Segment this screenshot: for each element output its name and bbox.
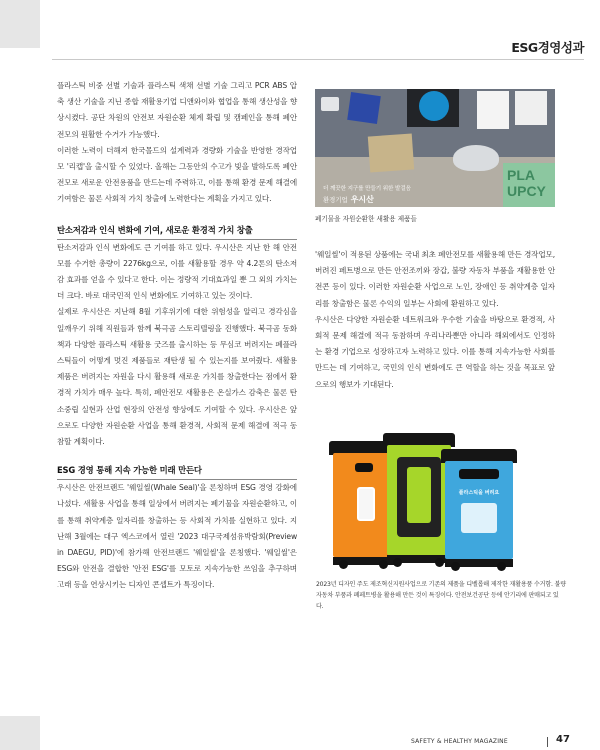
photo-caption-top: 폐기물을 자원순환한 새활용 제품들	[315, 215, 417, 223]
cup-product	[321, 97, 339, 111]
white-shirt-product	[477, 91, 509, 129]
upcycle-sign-text: PLA UPCY	[507, 167, 546, 199]
body-paragraph: 실제로 우시산은 지난해 8월 기후위기에 대한 위험성을 알리고 경각심을 일깨우기 위해 직원들과 함께 북극곰 스토리텔링을 진행했다. 북극곰 동화책과 다양한 플라스틱 새활용 굿즈를 출시하는 등 무심코 버려지는 폐플라스틱들이 어떻게 멋진 제품들로 재탄생 될 수 있는지를 보여줬다. 새활용 제품은 버려지는 자원을 다시 활용해 새로운 가치를 창출한다는 점에서 환경적 가치가 매우 높다. 특히, 폐안전모 새활용은 온실가스 감축은 물론 탄소중립 실현과 산업 현장의 안전성 향상에도 기여할 수 있다. 우시산은 앞으로도 다양한 자원순환 사업을 통해 환경적, 사회적 문제 해결에 적극 동참할 계획이다.	[57, 307, 297, 447]
photo-caption-bottom: 2023년 디자인 주도 제조혁신지원사업으로 기존의 제품을 디벨롭해 제작한 재활용품 수거함. 불량 자동차 부품과 폐페트병을 활용해 만든 것이 특징이다. 안전보건공단 등에 안기리에 판매되고 있다.	[316, 581, 566, 610]
body-paragraph: 탄소저감과 인식 변화에도 큰 기여를 하고 있다. 우시산은 지난 한 해 안전모를 수거한 총량이 2276kg으로, 이를 새활용할 경우 약 4.2톤의 탄소저감 효과를 얻을 수 있다고 한다. 이는 정량적 기대효과일 뿐 그 외의 가치는 더 크다. 바로 대국민적 인식 변화에도 기여하고 있는 것이다.	[57, 242, 297, 301]
footer-divider	[547, 737, 548, 747]
intro-paragraph: 플라스틱 비중 선별 기술과 플라스틱 색채 선별 기술 그리고 PCR ABS 압축 생산 기술을 지닌 종합 재활용기업 디앤와이와 협업을 통해 생산성을 향상시켰다. 공단 차원의 안전보 자원순환 체계 확립 및 캠페인을 통해 폐안전모의 원활한 수거가 가능했다.	[57, 81, 297, 139]
photo-overlay-slogan: 더 깨끗한 지구를 만들기 위한 발걸음	[323, 186, 411, 192]
corner-block-top	[0, 0, 40, 48]
intro-paragraph: 이러한 노력이 더해져 한국몰드의 설계력과 경량화 기술을 반영한 경작업모 '리캡'을 출시할 수 있었다. 올해는 그동안의 수고가 빛을 발하도록 폐안전모로 새로운 안전용품을 만드는데 주력하고, 이를 통해 환경 문제 해결에 기여함은 물론 사회적 가치 창출에 노력한다는 계획을 가지고 있다.	[57, 145, 297, 204]
section-heading-esg: ESG 경영 통해 지속 가능한 미래 만든다	[57, 462, 297, 480]
blue-ball-product	[419, 91, 449, 121]
blue-bin-label: 플라스틱을 버려요	[458, 490, 500, 496]
blue-bin	[445, 449, 513, 567]
body-paragraph: '웨일씰'이 적용된 상품에는 국내 최초 폐안전모를 새활용해 만든 경작업모, 버려진 페트병으로 만든 안전조끼와 장갑, 불량 자동차 부품을 재활용한 안전콘 등이 있다. 이러한 자원순환 사업으로 노인, 장애인 등 취약계층 일자리를 창출함은 물론 수익의 일부는 사회에 환원하고 있다.	[315, 250, 555, 308]
photo-overlay-brand	[323, 194, 374, 205]
box-product	[368, 134, 414, 173]
title-divider	[52, 59, 584, 60]
page-number: 47	[556, 734, 570, 745]
section-title: ESG경영성과	[511, 40, 584, 55]
left-column	[57, 78, 297, 594]
blue-product	[347, 92, 381, 124]
overlay-name: 우시산	[350, 195, 374, 204]
section-heading-carbon: 탄소저감과 인식 변화에 기여, 새로운 환경적 가치 창출	[57, 222, 297, 240]
right-column	[315, 247, 555, 393]
body-paragraph: 우시산은 다양한 자원순환 네트워크와 우수한 기술을 바탕으로 환경적, 사회적 문제 해결에 적극 동참하며 우리나라뿐만 아니라 해외에서도 인정하는 환경 기업으로 성장하고자 노력하고 있다. 이를 통해 지속가능한 사회를 만드는 데 기여하고, 국민의 인식 변화에도 큰 역할을 하는 것을 목표로 앞으로의 행보가 기대된다.	[315, 314, 555, 389]
body-paragraph: 우시산은 안전브랜드 '웨일씰(Whale Seal)'을 론칭하며 ESG 경영 강화에 나섰다. 새활용 사업을 통해 일상에서 버려지는 폐기물을 자원순환하고, 이를 통해 취약계층 일자리를 창출하는 등 사회적 가치를 실현하고 있다. 지난해 3월에는 대구 엑스코에서 열린 '2023 대구국제섬유박람회(Preview in DAEGU, PID)'에 참가해 안전브랜드 '웨일씰'을 론칭했다. '웨일씰'은 ESG와 안전을 결합한 '안전 ESG'를 모토로 지속가능한 쓰임을 추구하며 고래 등을 연상시키는 디자인 콘셉트가 특징이다.	[57, 483, 297, 590]
orange-bin	[333, 441, 395, 565]
magazine-name: SAFETY & HEALTHY MAGAZINE	[411, 738, 508, 745]
white-shirt-product	[515, 91, 547, 125]
corner-block-bottom	[0, 716, 40, 750]
bottle-icon	[357, 487, 375, 521]
recycle-icon	[461, 503, 497, 533]
whale-figure-product	[453, 145, 499, 171]
recycling-bins-photo	[325, 411, 539, 569]
upcycled-products-photo	[315, 89, 555, 207]
overlay-label: 환경기업	[323, 196, 348, 204]
